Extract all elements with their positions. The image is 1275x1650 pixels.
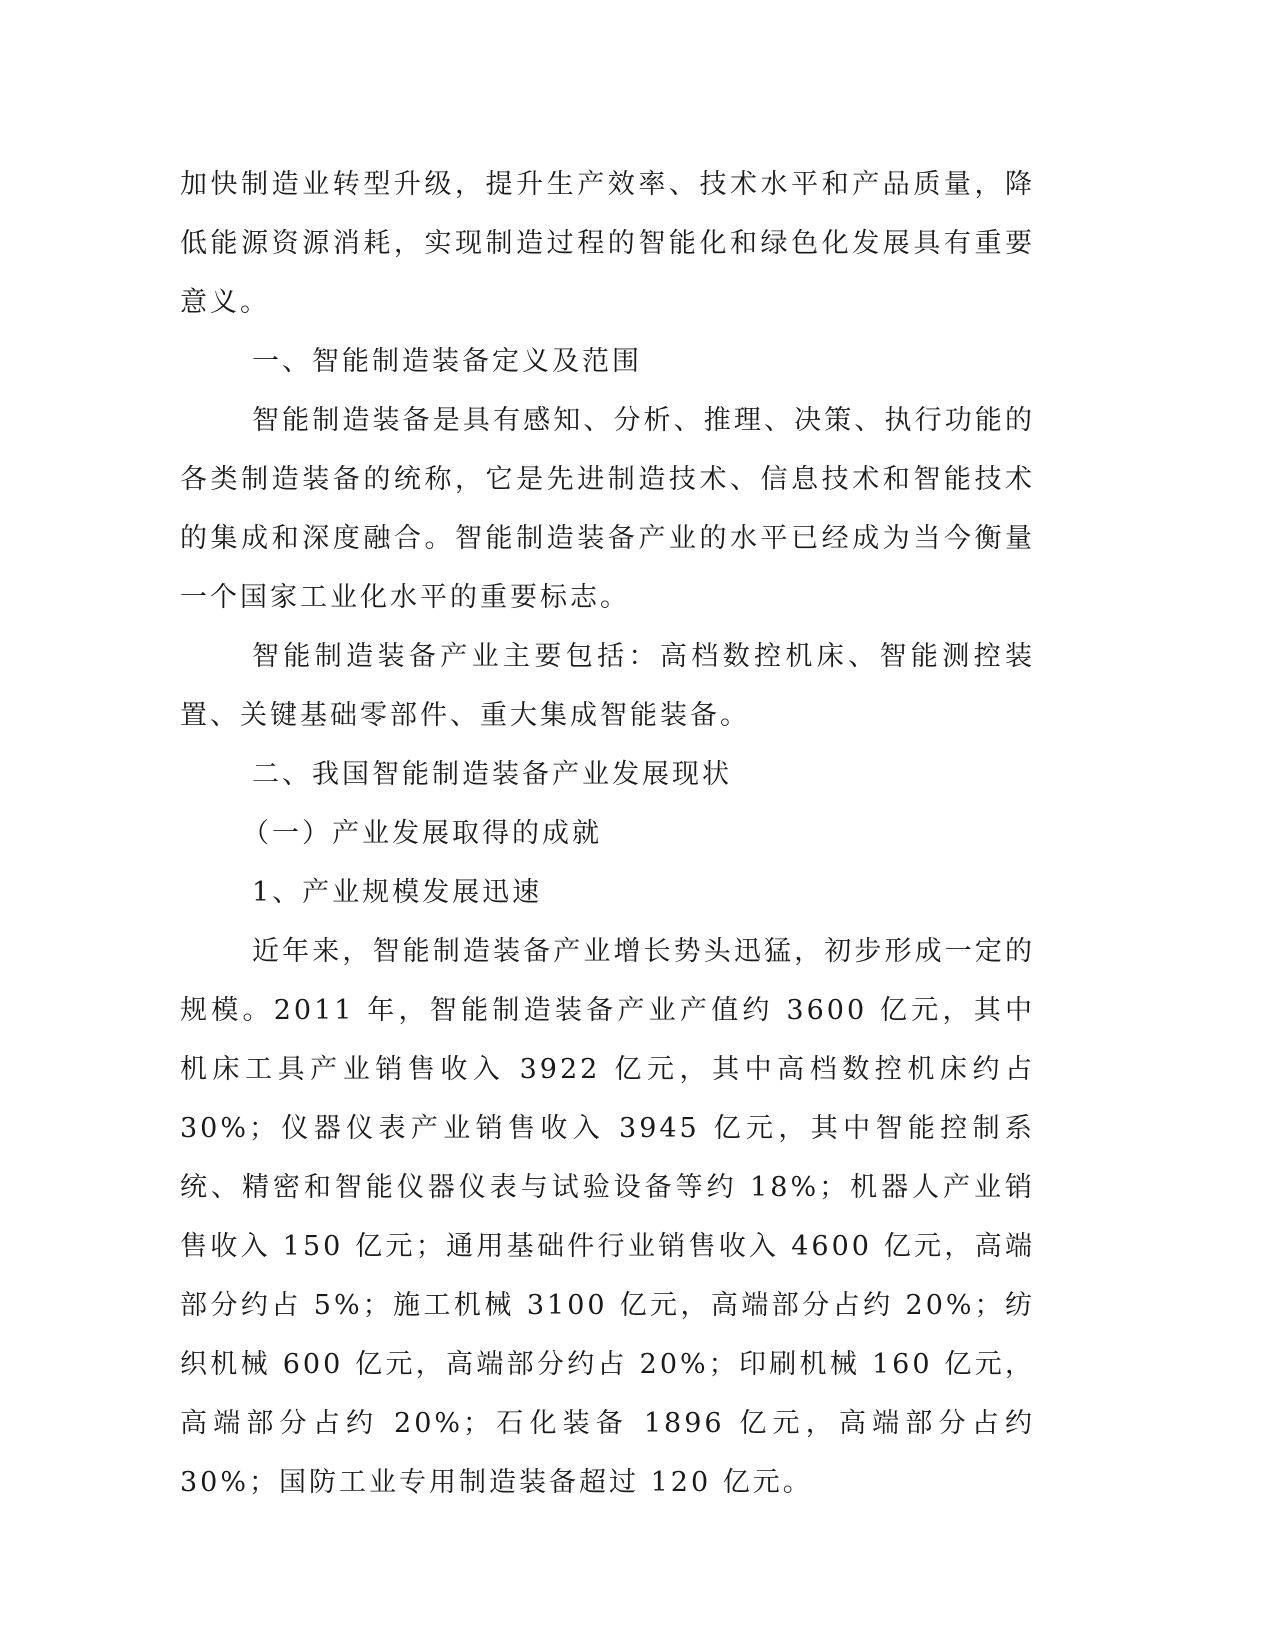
subsection-heading-achievements: （一）产业发展取得的成就 — [242, 818, 602, 849]
section-heading-2: 二、我国智能制造装备产业发展现状 — [252, 759, 732, 790]
paragraph-intro-continued: 加快制造业转型升级，提升生产效率、技术水平和产品质量，降低能源资源消耗，实现制造过程的智能化和绿色化发展具有重要意义。 — [180, 169, 1035, 318]
item-heading-scale: 1、产业规模发展迅速 — [252, 877, 543, 908]
paragraph-statistics: 近年来，智能制造装备产业增长势头迅猛，初步形成一定的规模。2011 年，智能制造装备产业产值约 3600 亿元，其中机床工具产业销售收入 3922 亿元，其中高档数控机床约占 30%；仪器仪表产业销售收入 3945 亿元，其中智能控制系统、精密和智能仪器仪表与试验设备等约 18%；机器人产业销售收入 150 亿元；通用基础件行业销售收入 4600 亿元，高端部分约占 5%；施工机械 3100 亿元，高端部分占约 20%；纺织机械 600 亿元，高端部分约占 20%；印刷机械 160 亿元，高端部分占约 20%；石化装备 1896 亿元，高端部分占约 30%；国防工业专用制造装备超过 120 亿元。 — [180, 936, 1035, 1498]
document-body — [180, 155, 1035, 1512]
paragraph-definition: 智能制造装备是具有感知、分析、推理、决策、执行功能的各类制造装备的统称，它是先进制造技术、信息技术和智能技术的集成和深度融合。智能制造装备产业的水平已经成为当今衡量一个国家工业化水平的重要标志。 — [180, 405, 1035, 613]
paragraph-scope: 智能制造装备产业主要包括：高档数控机床、智能测控装置、关键基础零部件、重大集成智能装备。 — [180, 641, 1035, 731]
section-heading-1: 一、智能制造装备定义及范围 — [252, 346, 642, 377]
